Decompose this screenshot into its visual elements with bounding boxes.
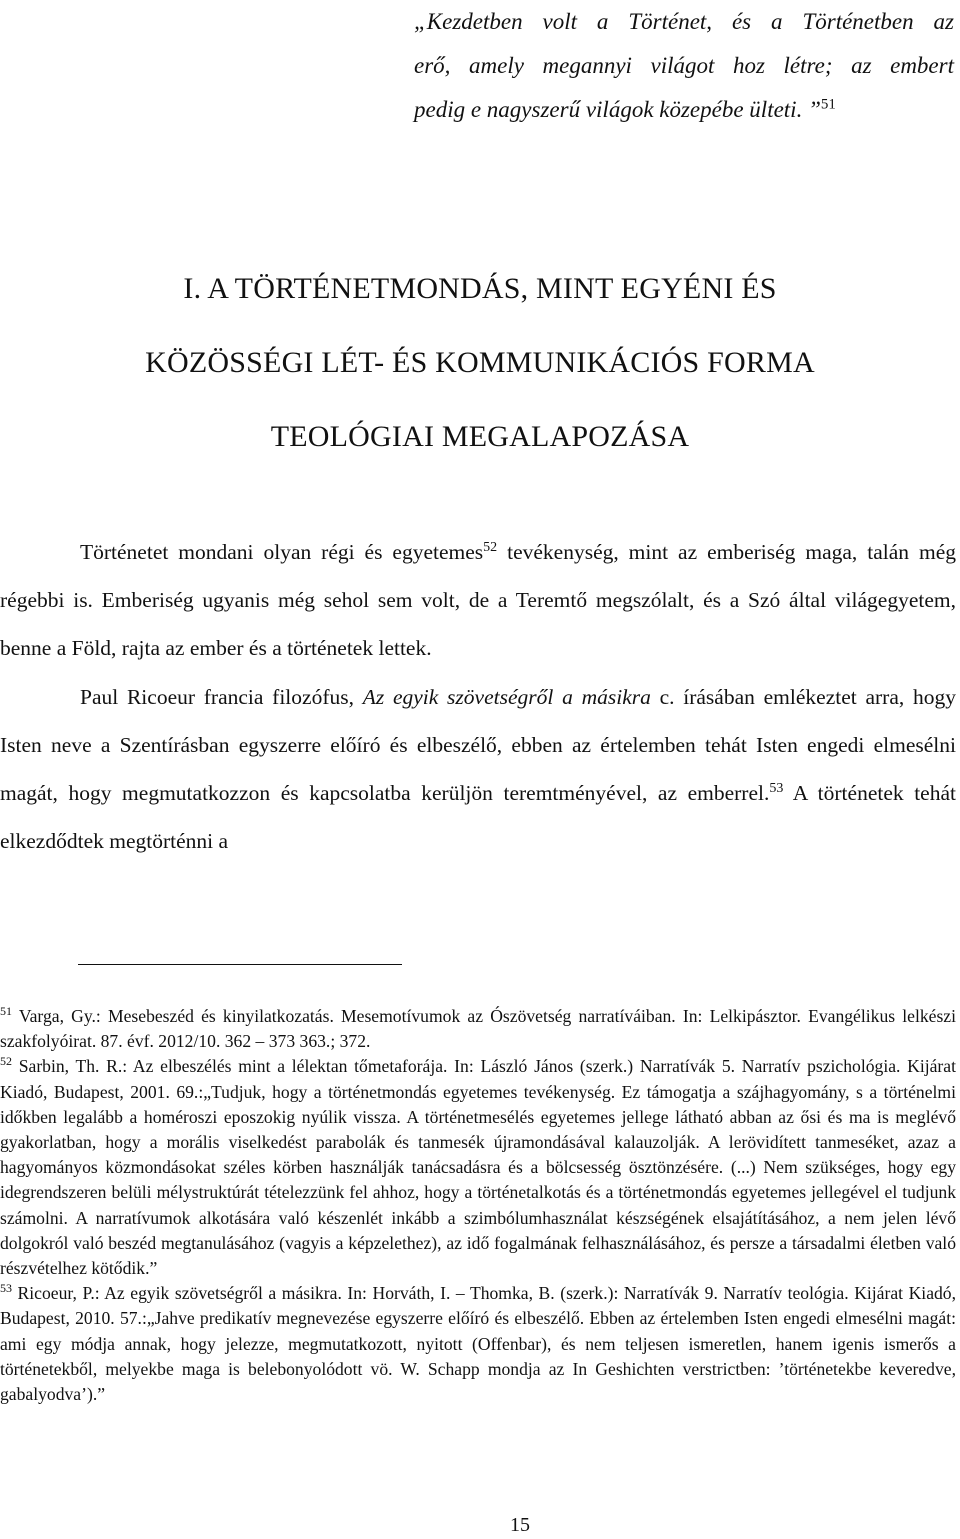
footnote-separator [78, 964, 402, 965]
paragraph [0, 528, 956, 673]
footnote [0, 1281, 956, 1407]
footnote [0, 1004, 956, 1054]
chapter-heading-line: TEOLÓGIAI MEGALAPOZÁSA [270, 420, 690, 453]
footnote-reference[interactable]: 53 [769, 780, 784, 796]
chapter-heading [0, 252, 960, 474]
page-number: 15 [510, 1514, 530, 1536]
footnote-text: Sarbin, Th. R.: Az elbeszélés mint a lélektan tőmetaforája. In: László János (szerk.) Narratívák 5. Narratív pszichológia. Kijárat Kiadó, Budapest, 2001. 69.:„Tudjuk, hogy a történetmondás egyetemes tevékenység. Ez támogatja a szájhagyomány, s a történelmi időkben legalább a homéroszi eposzokig nyúlik vissza. A történetmesélés egyetemes jellege látható abban az ősi és ma is meglévő gyakorlatban, hogy a morális viselkedést parabolák és tanmesék újramondásával kalauzolják. A lerövidített tanmeséket, azaz a hagyományos közmondásokat széles körben használják tanácsadásra és a bölcsesség ösztönzésére. (...) Nem szükséges, hogy egy idegrendszeren belüli mélystruktúrát tételezzünk fel ahhoz, hogy a történetalkotás és a történetmondás egyetemes jellegével el tudjunk számolni. A narratívumok alkotására való készenlét inkább a szimbólumhasználat készségének elsajátításához, a nem jelen lévő dolgokról való beszéd megtanulásához (vagyis a képzelethez), az idő fogalmának felhasználásához, és persze a társadalmi életben való részvételhez kötődik.” [0, 1056, 956, 1279]
footnote-number: 53 [0, 1281, 12, 1296]
body-text [0, 528, 956, 865]
footnote-text: Ricoeur, P.: Az egyik szövetségről a másikra. In: Horváth, I. – Thomka, B. (szerk.): Narratívák 9. Narratív teológia. Kijárat Kiadó, Budapest, 2010. 57.:„Jahve predikatív megnevezése egyszerre előíró és elbeszélő. Ebben az értelemben Isten engedi elmesélni magát: ami egy módja annak, hogy jelezze, megmutatkozott, nyitott (Offenbar), és nem teljesen ismeretlen, hanem igenis ismerős a történetekből, melyekbe maga is belebonyolódott vö. W. Schapp mondja az In Geshichten verstrictben: ’történetekbe keveredve, gabalyodva’).” [0, 1283, 956, 1405]
paragraph-text: Paul Ricoeur francia filozófus, [80, 684, 363, 709]
paragraph [0, 673, 956, 866]
epigraph-line: erő, amely megannyi világot hoz létre; az embert [414, 53, 954, 78]
footnote-reference[interactable]: 52 [483, 539, 498, 555]
footnotes [0, 1004, 956, 1407]
footnote-number: 51 [0, 1004, 12, 1019]
epigraph-line [414, 88, 954, 132]
footnote-text: Varga, Gy.: Mesebeszéd és kinyilatkozatás. Mesemotívumok az Ószövetség narratíváiban. In: Lelkipásztor. Evangélikus lelkészi szakfolyóirat. 87. évf. 2012/10. 362 – 373 363.; 372. [0, 1006, 956, 1052]
paragraph-text: Történetet mondani olyan régi és egyetemes [80, 540, 484, 564]
paragraph-text: tevékenység, mint az emberiség maga, talán még régebbi is. Emberiség ugyanis még sehol sem volt, de a Teremtő megszólalt, és a Szó által világegyetem, benne a Föld, rajta az ember és a történetek lettek. [0, 540, 956, 661]
cited-work-title: Az egyik szövetségről a másikra [362, 684, 651, 709]
epigraph-line: „Kezdetben volt a Történet, és a Történetben az [414, 9, 954, 34]
footnote-number: 52 [0, 1054, 12, 1069]
paragraph-text: A történetek tehát elkezdődtek megtörténni a [0, 781, 956, 854]
footnote-reference[interactable]: 51 [820, 96, 836, 113]
chapter-heading-line: I. A TÖRTÉNETMONDÁS, MINT EGYÉNI ÉS [183, 272, 777, 305]
epigraph [414, 0, 954, 132]
footnote [0, 1054, 956, 1281]
chapter-heading-line: KÖZÖSSÉGI LÉT- ÉS KOMMUNIKÁCIÓS FORMA [145, 346, 815, 379]
paragraph-text: c. írásában emlékeztet arra, hogy Isten neve a Szentírásban egyszerre előíró és elbeszélő, ebben az értelemben tehát Isten engedi elmesélni magát, hogy megmutatkozzon és kapcsolatba kerüljön teremtményével, az emberrel. [0, 684, 956, 806]
epigraph-line-text: pedig e nagyszerű világok közepébe ülteti. ” [414, 97, 821, 122]
